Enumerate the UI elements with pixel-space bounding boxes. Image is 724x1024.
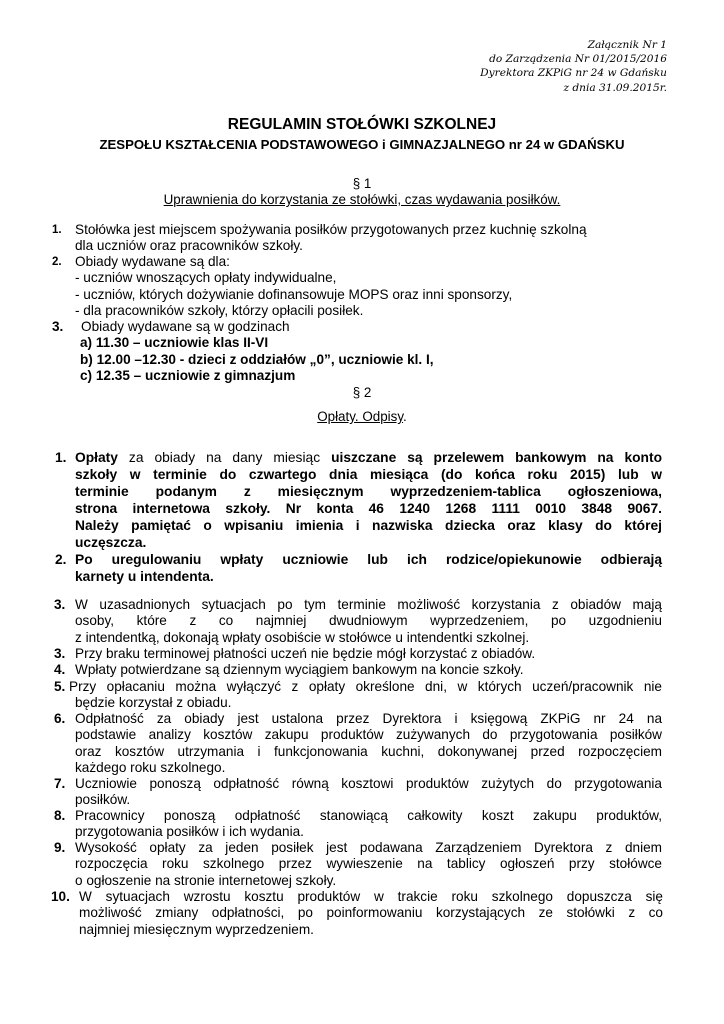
item-line: będzie korzystał z obiadu. [75, 695, 232, 711]
item-line: - uczniów, których dożywianie dofinansowuje MOPS oraz inni sponsorzy, [75, 286, 513, 302]
s2-item-2 [55, 551, 662, 585]
payments-transfer: uiszczane są przelewem bankowym na konto [331, 450, 662, 465]
item-line [75, 449, 662, 466]
item-line: osoby, które z co najmniej dwudniowym wyprzedzeniem, po uzgodnieniu [75, 613, 662, 629]
item-line: Pracownicy ponoszą odpłatność stanowiącą całkowity koszt zakupu produktów, [75, 808, 662, 823]
account-number-line: strona internetowa szkoły. Nr konta 46 1240 1268 1111 0010 3848 9067. [75, 501, 662, 516]
s2-item-1 [55, 449, 662, 551]
section-2-heading [0, 409, 724, 424]
s2-item-4 [54, 662, 662, 678]
item-line: - uczniów wnoszących opłaty indywidualne, [75, 270, 337, 286]
item-line: W sytuacjach wzrostu kosztu produktów w trakcie roku szkolnego dopuszcza się [79, 889, 663, 904]
item-line: Wysokość opłaty za jeden posiłek jest podawana Zarządzeniem Dyrektora z dniem [75, 840, 662, 855]
s2-item-3 [54, 597, 662, 646]
section-1-mark: § 1 [352, 176, 372, 191]
s2-item-8 [54, 808, 662, 841]
item-line: dla uczniów oraz pracowników szkoły. [75, 238, 303, 254]
s2-item-3 [54, 646, 662, 662]
item-line: - dla pracowników szkoły, którzy opłacili posiłek. [75, 303, 364, 319]
item-line: Przy braku terminowej płatności uczeń nie będzie mógł korzystać z obiadów. [75, 646, 536, 661]
item-line: Wpłaty potwierdzane są dziennym wyciągiem bankowym na koncie szkoły. [75, 662, 524, 677]
item-line: oraz kosztów utrzymania i funkcjonowania kuchni, dokonywanej przed rozpoczęciem [75, 743, 662, 759]
s1-item-2 [52, 254, 672, 320]
item-number: 10. [51, 889, 70, 904]
item-line: przygotowania posiłków i ich wydania. [75, 824, 304, 840]
item-line: z intendentką, dokonają wpłaty osobiście w stołówce u intendentki szkolnej. [75, 629, 530, 645]
document-subtitle: ZESPOŁU KSZTAŁCENIA PODSTAWOWEGO i GIMNAZJALNEGO nr 24 w GDAŃSKU [99, 137, 625, 152]
item-line: możliwość zmiany odpłatności, po poinformowaniu korzystających ze stołówki z co [79, 905, 663, 921]
item-number: 7. [54, 776, 66, 791]
attachment-note-line: do Zarządzenia Nr 01/2015/2016 [489, 53, 667, 66]
schedule-c: c) 12.35 – uczniowie z gimnazjum [80, 368, 296, 384]
item-line: Po uregulowaniu wpłaty uczniowie lub ich rodzice/opiekunowie odbierają [75, 552, 662, 567]
item-line: Stołówka jest miejscem spożywania posiłków przygotowanych przez kuchnię szkolną [75, 222, 587, 237]
item-number: 3. [54, 597, 66, 612]
item-number: 4. [54, 662, 66, 677]
document-title: REGULAMIN STOŁÓWKI SZKOLNEJ [227, 116, 497, 133]
s1-item-3 [52, 319, 672, 385]
attachment-note-line: z dnia 31.09.2015r. [563, 81, 667, 94]
item-line: Obiady wydawane są w godzinach [81, 319, 290, 334]
item-number: 1. [55, 450, 67, 465]
item-line: każdego roku szkolnego. [75, 760, 226, 776]
item-line: terminie podanym z miesięcznym wyprzedzeniem-tablica ogłoszeniowa, [75, 484, 662, 499]
item-line: Należy pamiętać o wpisaniu imienia i nazwiska dziecka oraz klasy do której [75, 518, 662, 533]
item-line: uczęszcza. [75, 535, 147, 550]
item-number: 3. [54, 646, 66, 661]
payments-middle: za obiady na dany miesiąc [117, 450, 332, 465]
payments-word: Opłaty [75, 450, 118, 465]
item-line: posiłków. [75, 792, 131, 808]
section-2-mark: § 2 [352, 385, 372, 400]
attachment-note [367, 38, 667, 95]
s1-item-1 [52, 222, 672, 255]
section-1-heading-text: Uprawnienia do korzystania ze stołówki, czas wydawania posiłków. [163, 192, 561, 207]
item-line: szkoły w terminie do czwartego dnia miesiąca (do końca roku 2015) lub w [75, 467, 662, 482]
item-number: 6. [54, 711, 66, 726]
section-2-heading-text: Opłaty. Odpisy [317, 409, 404, 424]
item-number: 5. [54, 679, 66, 694]
item-number: 2. [52, 256, 62, 268]
item-number: 9. [54, 840, 66, 855]
item-line: o ogłoszenie na stronie internetowej szkoły. [75, 872, 337, 888]
item-number: 8. [54, 808, 66, 823]
item-line: podstawie analizy kosztów zakupu produktów zużywanych do przygotowania posiłków [75, 727, 662, 743]
item-line: rozpoczęcia roku szkolnego przez wywieszenie na tablicy ogłoszeń przy stołówce [75, 856, 662, 872]
item-number: 1. [52, 224, 62, 236]
item-line: Uczniowie ponoszą odpłatność równą kosztowi produktów zużytych do przygotowania [75, 776, 662, 791]
item-line: karnety u intendenta. [75, 569, 214, 584]
s2-item-7 [54, 776, 662, 809]
attachment-note-line: Dyrektora ZKPiG nr 24 w Gdańsku [480, 67, 667, 80]
item-line: W uzasadnionych sytuacjach po tym terminie możliwość korzystania z obiadów mają [75, 597, 662, 612]
attachment-note-line: Załącznik Nr 1 [587, 39, 667, 51]
s2-item-5 [54, 679, 662, 712]
s2-item-10 [51, 889, 663, 938]
schedule-a: a) 11.30 – uczniowie klas II-VI [80, 335, 269, 351]
item-number: 2. [55, 552, 67, 567]
item-line: najmniej miesięcznym wyprzedzeniem. [79, 921, 314, 937]
section-1-heading [0, 192, 724, 207]
s2-item-6 [54, 711, 662, 777]
s2-item-9 [54, 840, 662, 889]
schedule-b: b) 12.00 –12.30 - dzieci z oddziałów „0”, uczniowie kl. I, [80, 351, 434, 367]
item-line: Odpłatność za obiady jest ustalona przez Dyrektora i księgową ZKPiG nr 24 na [75, 711, 662, 726]
section-2-heading-dot: . [403, 409, 407, 424]
item-line: Przy opłacaniu można wyłączyć z opłaty określone dni, w których uczeń/pracownik nie [69, 679, 662, 694]
item-line: Obiady wydawane są dla: [75, 254, 230, 269]
item-number: 3. [52, 319, 64, 334]
